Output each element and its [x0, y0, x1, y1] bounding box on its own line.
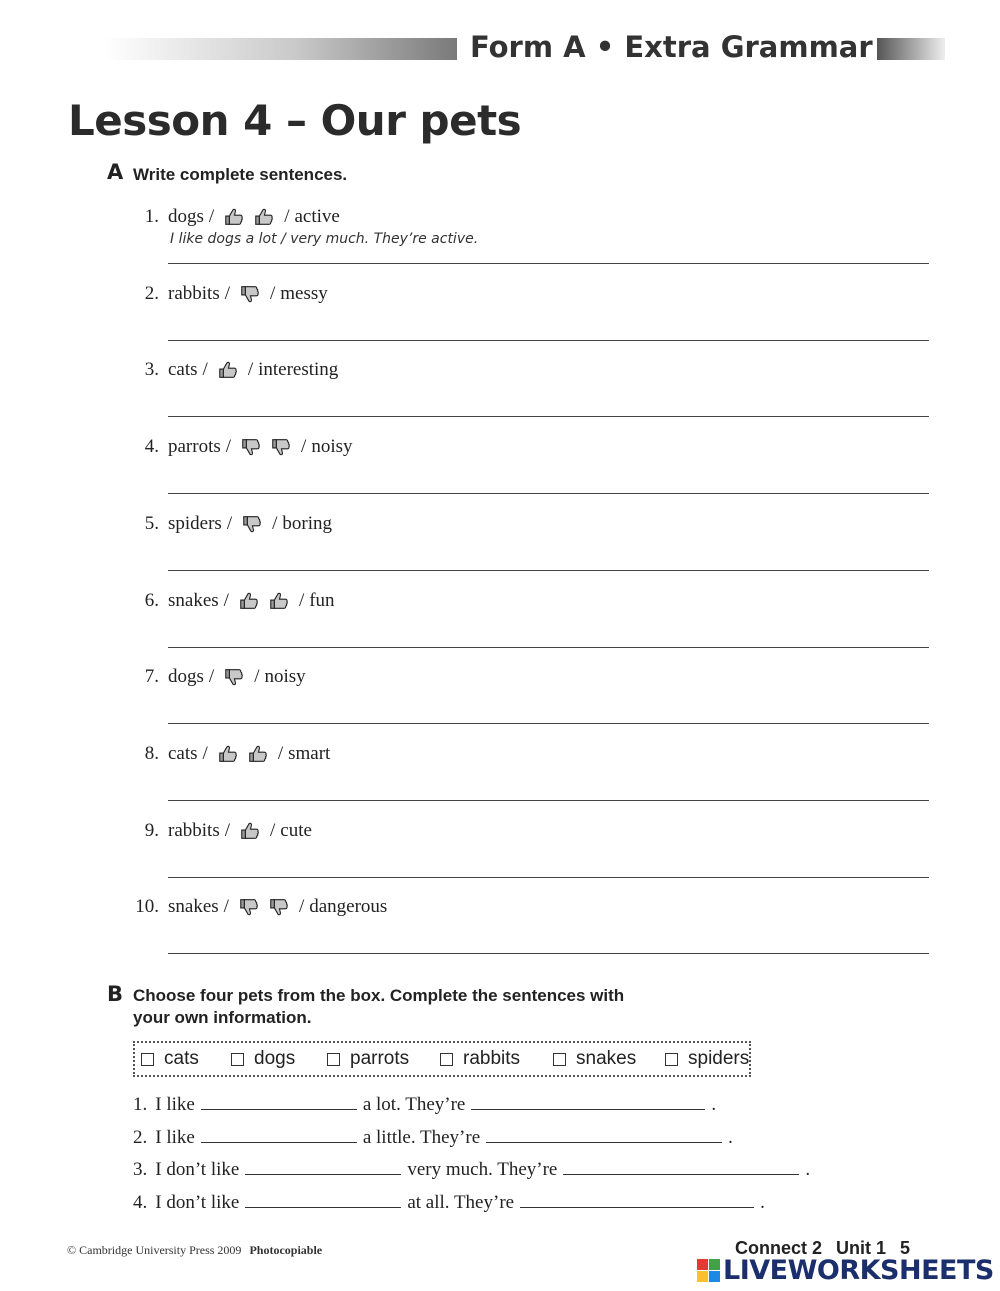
fill-in-blank[interactable] [520, 1191, 754, 1208]
box-option-label: parrots [350, 1048, 410, 1069]
answer-line[interactable] [168, 340, 929, 341]
thumbs-up-icon [238, 590, 260, 612]
fill-in-blank[interactable] [201, 1126, 357, 1143]
section-a-instruction: Write complete sentences. [133, 165, 348, 184]
sentence-number: 3. [133, 1159, 148, 1181]
checkbox-icon[interactable] [141, 1053, 154, 1066]
slash-separator: / [224, 282, 230, 304]
word-box [133, 1041, 751, 1077]
book-title: Connect 2 [735, 1238, 823, 1258]
sentence-start: I don’t like [155, 1192, 240, 1214]
section-b-instruction-line2: your own information. [133, 1008, 312, 1027]
thumbs-up-icon [268, 590, 290, 612]
slash-separator: / [272, 512, 278, 534]
item-prompt [168, 743, 330, 765]
item-animal: rabbits [168, 819, 220, 841]
footer-copyright [67, 1243, 322, 1258]
sentence-number: 4. [133, 1192, 148, 1214]
checkbox-icon[interactable] [665, 1053, 678, 1066]
liveworksheets-logo-icon [697, 1259, 720, 1282]
fill-in-blank[interactable] [563, 1158, 799, 1175]
answer-line[interactable] [168, 647, 929, 648]
header-title: Form A • Extra Grammar [470, 30, 873, 64]
box-option-label: cats [164, 1048, 199, 1069]
section-b-instruction [133, 985, 624, 1029]
exercise-item [0, 896, 1000, 973]
checkbox-icon[interactable] [440, 1053, 453, 1066]
item-prompt [168, 590, 335, 612]
slash-separator: / [254, 666, 260, 688]
checkbox-icon[interactable] [231, 1053, 244, 1066]
slash-separator: / [301, 436, 307, 458]
sentence-middle: very much. They’re [407, 1159, 558, 1181]
box-option-label: rabbits [463, 1048, 521, 1069]
item-adjective: boring [282, 512, 332, 534]
thumbs-down-icon [240, 436, 262, 458]
item-number: 4. [144, 436, 159, 458]
item-animal: parrots [168, 436, 221, 458]
item-adjective: fun [309, 589, 335, 611]
fill-in-blank[interactable] [245, 1158, 401, 1175]
sentence-end: . [760, 1192, 765, 1214]
thumbs-down-icon [238, 896, 260, 918]
item-animal: dogs [168, 666, 204, 688]
answer-line [168, 263, 929, 264]
item-animal: snakes [168, 896, 219, 918]
item-animal: dogs [168, 206, 204, 227]
header-gradient-bar-right [877, 38, 945, 60]
thumbs-up-icon [247, 743, 269, 765]
exercise-item [0, 820, 1000, 897]
thumbs-up-icon [217, 743, 239, 765]
item-number: 8. [144, 742, 159, 764]
sentence-line [133, 1191, 765, 1214]
fill-in-blank[interactable] [471, 1093, 705, 1110]
example-answer: I like dogs a lot / very much. They’re active. [170, 231, 479, 247]
box-option-parrots[interactable] [327, 1048, 409, 1070]
answer-line[interactable] [168, 877, 929, 878]
item-animal: cats [168, 742, 198, 764]
lesson-title: Lesson 4 – Our pets [68, 96, 522, 145]
answer-line[interactable] [168, 493, 929, 494]
slash-separator: / [208, 206, 215, 227]
slash-separator: / [223, 896, 229, 918]
item-prompt [168, 359, 338, 381]
slash-separator: / [225, 436, 232, 458]
item-number: 9. [144, 819, 159, 841]
thumbs-down-icon [268, 896, 290, 918]
item-number: 3. [144, 359, 159, 381]
thumbs-down-icon [241, 513, 263, 535]
box-option-rabbits[interactable] [440, 1048, 520, 1070]
item-prompt [168, 436, 353, 458]
sentence-number: 1. [133, 1094, 148, 1115]
slash-separator: / [202, 742, 208, 764]
item-prompt [168, 896, 387, 918]
item-adjective: interesting [258, 359, 339, 381]
item-number: 7. [144, 666, 159, 688]
slash-separator: / [224, 819, 230, 841]
item-animal: rabbits [168, 282, 220, 304]
thumbs-up-icon [239, 820, 261, 842]
exercise-item [0, 513, 1000, 590]
exercise-item [0, 436, 1000, 513]
exercise-item [0, 666, 1000, 743]
header-gradient-bar-left [105, 38, 457, 60]
thumbs-up-icon [253, 206, 275, 228]
box-option-dogs[interactable] [231, 1048, 295, 1070]
item-prompt [168, 513, 332, 535]
item-adjective: noisy [311, 436, 353, 458]
item-adjective: smart [288, 742, 331, 764]
sentence-end: . [728, 1126, 733, 1148]
answer-line[interactable] [168, 723, 929, 724]
sentence-start: I don’t like [155, 1159, 240, 1181]
box-option-spiders[interactable] [665, 1048, 749, 1070]
box-option-cats[interactable] [141, 1048, 199, 1070]
thumbs-up-icon [217, 359, 239, 381]
slash-separator: / [284, 206, 290, 227]
brand-name: LIVEWORKSHEETS [723, 1255, 994, 1286]
slash-separator: / [270, 819, 276, 841]
sentence-end: . [805, 1159, 811, 1181]
item-number: 6. [144, 589, 159, 611]
sentence-middle: a lot. They’re [362, 1094, 466, 1115]
box-option-label: spiders [688, 1048, 750, 1069]
item-animal: snakes [168, 589, 219, 611]
item-prompt [168, 820, 312, 842]
item-adjective: cute [280, 819, 312, 841]
item-adjective: noisy [264, 666, 306, 688]
slash-separator: / [208, 666, 215, 688]
item-adjective: dangerous [309, 896, 388, 918]
sentence-line [133, 1126, 733, 1149]
copyright-text: © Cambridge University Press 2009 [67, 1243, 242, 1257]
box-option-snakes[interactable] [553, 1048, 636, 1070]
exercise-item [0, 206, 1000, 283]
slash-separator: / [223, 589, 229, 611]
slash-separator: / [226, 512, 233, 534]
unit-label: Unit 1 [836, 1238, 887, 1258]
answer-line[interactable] [168, 953, 929, 954]
fill-in-blank[interactable] [245, 1191, 401, 1208]
sentence-number: 2. [133, 1126, 148, 1148]
item-adjective: active [294, 206, 340, 227]
thumbs-up-icon [223, 206, 245, 228]
box-option-label: snakes [576, 1048, 637, 1069]
slash-separator: / [298, 589, 305, 611]
section-b-instruction-line1: Choose four pets from the box. Complete the sentences with [133, 986, 625, 1005]
sentence-middle: at all. They’re [407, 1192, 515, 1214]
item-animal: spiders [168, 512, 222, 534]
sentence-start: I like [155, 1094, 195, 1115]
item-prompt [168, 666, 306, 688]
slash-separator: / [277, 742, 284, 764]
slash-separator: / [247, 359, 254, 381]
item-number: 2. [144, 282, 159, 304]
fill-in-blank[interactable] [201, 1093, 357, 1110]
exercise-item [0, 359, 1000, 436]
section-a-letter: A [107, 160, 124, 184]
item-prompt [168, 206, 340, 228]
sentence-line [133, 1093, 716, 1116]
exercise-item [0, 283, 1000, 360]
thumbs-down-icon [270, 436, 292, 458]
exercise-item [0, 590, 1000, 667]
box-option-label: dogs [254, 1048, 296, 1069]
slash-separator: / [298, 896, 305, 918]
photocopiable-label: Photocopiable [249, 1243, 323, 1257]
checkbox-icon[interactable] [553, 1053, 566, 1066]
item-adjective: messy [280, 282, 328, 304]
sentence-line [133, 1158, 810, 1181]
sentence-middle: a little. They’re [362, 1126, 481, 1148]
slash-separator: / [202, 359, 208, 381]
sentence-start: I like [155, 1126, 195, 1148]
answer-line[interactable] [168, 800, 929, 801]
slash-separator: / [270, 282, 276, 304]
liveworksheets-brand [697, 1255, 994, 1286]
thumbs-down-icon [223, 666, 245, 688]
item-number: 1. [144, 206, 159, 227]
item-number: 10. [135, 896, 159, 918]
checkbox-icon[interactable] [327, 1053, 340, 1066]
thumbs-down-icon [239, 283, 261, 305]
item-prompt [168, 283, 328, 305]
section-b-letter: B [107, 982, 124, 1006]
page-number: 5 [900, 1238, 911, 1258]
exercise-item [0, 743, 1000, 820]
fill-in-blank[interactable] [486, 1126, 722, 1143]
item-number: 5. [144, 512, 159, 534]
answer-line[interactable] [168, 416, 929, 417]
item-animal: cats [168, 359, 198, 381]
answer-line[interactable] [168, 570, 929, 571]
sentence-end: . [711, 1094, 717, 1115]
